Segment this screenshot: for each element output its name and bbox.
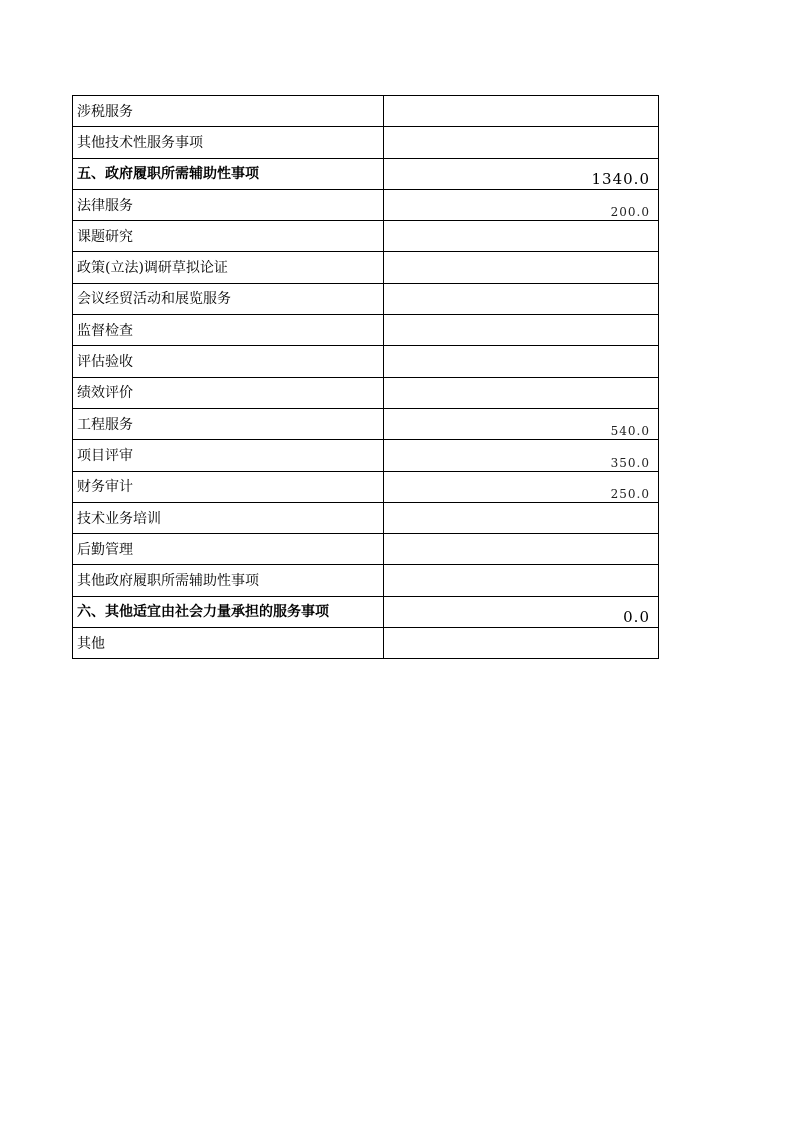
table-row [73, 315, 659, 346]
item-name: 评估验收 [77, 354, 133, 371]
item-name: 涉税服务 [77, 103, 133, 120]
item-value-cell [384, 96, 659, 127]
item-value-cell [384, 127, 659, 158]
table-row [73, 471, 659, 502]
category-total: 0.0 [623, 608, 650, 627]
item-name-cell [73, 127, 384, 158]
table-row [73, 127, 659, 158]
item-name: 绩效评价 [77, 385, 133, 402]
item-name-cell [73, 189, 384, 220]
item-value: 350.0 [610, 455, 650, 470]
item-value: 200.0 [610, 205, 650, 220]
item-value-cell [384, 502, 659, 533]
item-name: 其他政府履职所需辅助性事项 [77, 573, 259, 590]
category-name: 五、政府履职所需辅助性事项 [77, 166, 259, 183]
table-row [73, 534, 659, 565]
item-value: 540.0 [610, 424, 650, 439]
table-row [73, 96, 659, 127]
item-name-cell [73, 315, 384, 346]
service-items-table [72, 95, 659, 659]
table-row [73, 408, 659, 439]
item-value: 250.0 [610, 486, 650, 501]
item-name: 其他 [77, 635, 105, 652]
item-value-cell [384, 252, 659, 283]
item-name-cell [73, 534, 384, 565]
item-value-cell [384, 471, 659, 502]
table-row [73, 628, 659, 659]
item-name-cell [73, 377, 384, 408]
item-name-cell [73, 221, 384, 252]
item-name: 后勤管理 [77, 541, 133, 558]
category-row [73, 158, 659, 189]
item-name-cell [73, 96, 384, 127]
item-value-cell [384, 346, 659, 377]
table-row [73, 221, 659, 252]
item-name-cell [73, 565, 384, 596]
category-row [73, 596, 659, 627]
category-name: 六、其他适宜由社会力量承担的服务事项 [77, 604, 329, 621]
table-row [73, 502, 659, 533]
table-row [73, 189, 659, 220]
item-name: 技术业务培训 [77, 510, 161, 527]
item-name-cell [73, 440, 384, 471]
item-value-cell [384, 440, 659, 471]
item-name: 政策(立法)调研草拟论证 [77, 260, 228, 277]
category-name-cell [73, 596, 384, 627]
table-row [73, 283, 659, 314]
item-name: 财务审计 [77, 479, 133, 496]
item-name-cell [73, 628, 384, 659]
item-value-cell [384, 377, 659, 408]
item-value-cell [384, 221, 659, 252]
item-name-cell [73, 471, 384, 502]
item-name: 其他技术性服务事项 [77, 134, 203, 151]
item-name-cell [73, 283, 384, 314]
item-name: 工程服务 [77, 416, 133, 433]
item-name: 法律服务 [77, 197, 133, 214]
item-value-cell [384, 283, 659, 314]
item-name: 监督检查 [77, 322, 133, 339]
category-total: 1340.0 [591, 169, 650, 188]
item-value-cell [384, 628, 659, 659]
table-row [73, 440, 659, 471]
item-value-cell [384, 189, 659, 220]
item-value-cell [384, 408, 659, 439]
item-name: 会议经贸活动和展览服务 [77, 291, 231, 308]
item-name: 项目评审 [77, 447, 133, 464]
table-row [73, 565, 659, 596]
item-value-cell [384, 534, 659, 565]
category-total-cell [384, 158, 659, 189]
item-name: 课题研究 [77, 228, 133, 245]
item-name-cell [73, 408, 384, 439]
item-name-cell [73, 346, 384, 377]
table-row [73, 377, 659, 408]
item-name-cell [73, 502, 384, 533]
category-total-cell [384, 596, 659, 627]
item-value-cell [384, 315, 659, 346]
table-row [73, 252, 659, 283]
item-name-cell [73, 252, 384, 283]
table-row [73, 346, 659, 377]
item-value-cell [384, 565, 659, 596]
category-name-cell [73, 158, 384, 189]
